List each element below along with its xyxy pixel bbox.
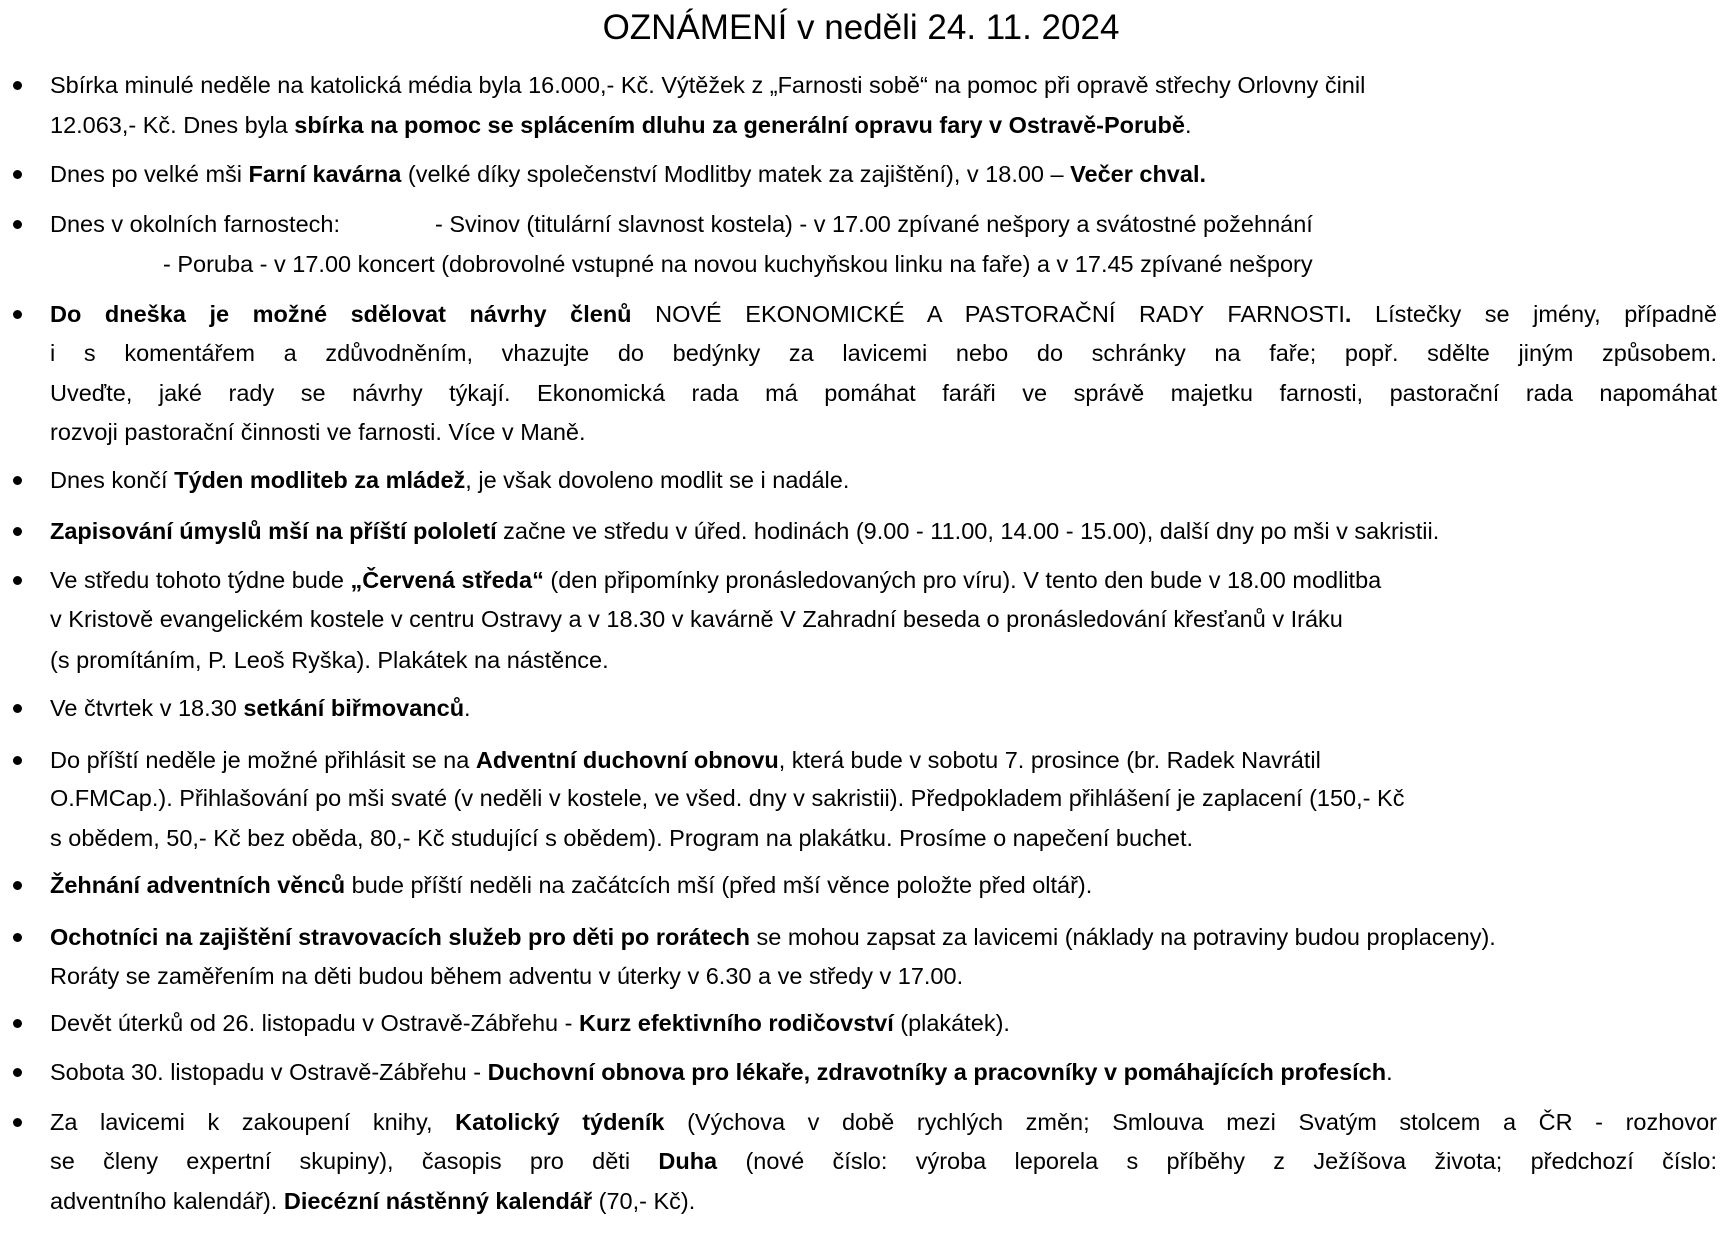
- text: Za lavicemi k zakoupení knihy,: [50, 1109, 456, 1135]
- page-title: OZNÁMENÍ v neděli 24. 11. 2024: [602, 8, 1120, 47]
- bullet-icon: [13, 881, 22, 890]
- text: se mohou zapsat za lavicemi (náklady na potraviny budou proplaceny).: [749, 924, 1496, 950]
- announcement-line: [50, 1057, 1717, 1087]
- text: Devět úterků od 26. listopadu v Ostravě-Zábřehu -: [50, 1010, 580, 1036]
- text: Dnes v okolních farnostech:: [50, 211, 340, 237]
- text: v Kristově evangelickém kostele v centru Ostravy a v 18.30 v kavárně V Zahradní beseda o pronásledování křesťanů v Iráku: [50, 606, 1343, 632]
- bold-text: Zapisování úmyslů mší na příští pololetí: [50, 518, 497, 544]
- announcement-line: [50, 378, 1717, 408]
- announcement-line: [50, 338, 1717, 368]
- text: začne ve středu v úřed. hodinách (9.00 - 11.00, 14.00 - 15.00), další dny po mši v sakristii.: [496, 518, 1440, 544]
- text: Ve čtvrtek v 18.30: [50, 695, 244, 721]
- text: i s komentářem a zdůvodněním, vhazujte do bedýnky za lavicemi nebo do schránky na faře; popř. sdělte jiným způsobem.: [50, 340, 1717, 366]
- bullet-icon: [13, 933, 22, 942]
- announcement-line: [50, 1146, 1717, 1176]
- announcement-line: [50, 783, 1717, 813]
- text: O.FMCap.). Přihlašování po mši svaté (v neděli v kostele, ve všed. dny v sakristii). Předpokladem přihlášení je zaplacení (150,- Kč: [50, 785, 1405, 811]
- announcement-line: [50, 209, 1717, 239]
- announcement-line: [50, 1008, 1717, 1038]
- announcement-line: [163, 249, 1722, 279]
- announcement-line: [50, 823, 1717, 853]
- text: Dnes končí: [50, 467, 175, 493]
- text: (s promítáním, P. Leoš Ryška). Plakátek na nástěnce.: [50, 647, 609, 673]
- announcement-line: [50, 565, 1717, 595]
- bold-text: sbírka na pomoc se splácením dluhu za generální opravu fary v Ostravě-Porubě: [294, 112, 1185, 138]
- announcement-line: [50, 516, 1717, 546]
- announcement-line: [50, 961, 1717, 991]
- text: (nové číslo: výroba leporela s příběhy z Ježíšova života; předchozí číslo:: [717, 1148, 1717, 1174]
- bold-text: „Červená středa“: [350, 567, 544, 593]
- announcement-line: [50, 110, 1717, 140]
- text: (velké díky společenství Modlitby matek za zajištění), v 18.00 –: [401, 161, 1071, 187]
- bold-text: setkání biřmovanců: [243, 695, 465, 721]
- text: - Poruba - v 17.00 koncert (dobrovolné vstupné na novou kuchyňskou linku na faře) a v 17.45 zpívané nešpory: [163, 251, 1313, 277]
- text: Lístečky se jmény, případně: [1351, 301, 1717, 327]
- bold-text: Ochotníci na zajištění stravovacích služeb pro děti po rorátech: [50, 924, 750, 950]
- bold-text: Duha: [658, 1148, 718, 1174]
- text: (70,- Kč).: [592, 1188, 696, 1214]
- text: Sbírka minulé neděle na katolická média byla 16.000,- Kč. Výtěžek z „Farnosti sobě“ na pomoc při opravě střechy Orlovny činil: [50, 72, 1366, 98]
- announcement-line: [50, 745, 1717, 775]
- bullet-icon: [13, 527, 22, 536]
- text: .: [464, 695, 471, 721]
- announcement-line: [50, 417, 1717, 447]
- bullet-icon: [13, 1118, 22, 1127]
- text: .: [1184, 112, 1192, 138]
- announcement-line: [50, 159, 1717, 189]
- text: .: [1386, 1059, 1393, 1085]
- bold-text: Duchovní obnova pro lékaře, zdravotníky a pracovníky v pomáhajících profesích: [487, 1059, 1387, 1085]
- text: , je však dovoleno modlit se i nadále.: [465, 467, 850, 493]
- announcement-line: [50, 645, 1717, 675]
- text: Dnes po velké mši: [50, 161, 249, 187]
- bullet-icon: [13, 476, 22, 485]
- text: bude příští neděli na začátcích mší (před mší věnce položte před oltář).: [345, 872, 1093, 898]
- announcement-line: [50, 299, 1717, 329]
- bullet-icon: [13, 576, 22, 585]
- text: 12.063,- Kč. Dnes byla: [50, 112, 295, 138]
- bullet-icon: [13, 704, 22, 713]
- text: se členy expertní skupiny), časopis pro děti: [50, 1148, 659, 1174]
- text: Do příští neděle je možné přihlásit se na: [50, 747, 476, 773]
- announcement-line: [50, 1107, 1717, 1137]
- text: rozvoji pastorační činnosti ve farnosti. Více v Maně.: [50, 419, 586, 445]
- bold-text: Žehnání adventních věnců: [50, 872, 346, 898]
- bold-text: Farní kavárna: [248, 161, 402, 187]
- text: s obědem, 50,- Kč bez oběda, 80,- Kč studující s obědem). Program na plakátku. Prosíme o napečení buchet.: [50, 825, 1193, 851]
- text: (den připomínky pronásledovaných pro víru). V tento den bude v 18.00 modlitba: [543, 567, 1382, 593]
- bullet-icon: [13, 1019, 22, 1028]
- text: , která bude v sobotu 7. prosince (br. Radek Navrátil: [778, 747, 1321, 773]
- text: - Svinov (titulární slavnost kostela) - v 17.00 zpívané nešpory a svátostné požehnání: [435, 211, 1313, 237]
- announcement-line: [50, 870, 1717, 900]
- announcement-line: [50, 465, 1717, 495]
- bullet-icon: [13, 1068, 22, 1077]
- bullet-icon: [13, 81, 22, 90]
- text: NOVÉ EKONOMICKÉ A PASTORAČNÍ RADY FARNOSTI: [655, 301, 1345, 327]
- bold-text: Kurz efektivního rodičovství: [579, 1010, 894, 1036]
- text: (Výchova v době rychlých změn; Smlouva mezi Svatým stolcem a ČR - rozhovor: [664, 1109, 1717, 1135]
- text: (plakátek).: [893, 1010, 1010, 1036]
- bold-text: Večer chval.: [1070, 161, 1207, 187]
- bullet-icon: [13, 756, 22, 765]
- bullet-icon: [13, 170, 22, 179]
- bullet-icon: [13, 220, 22, 229]
- text: Ve středu tohoto týdne bude: [50, 567, 351, 593]
- text: Sobota 30. listopadu v Ostravě-Zábřehu -: [50, 1059, 488, 1085]
- bold-text: Adventní duchovní obnovu: [475, 747, 779, 773]
- bold-text: Diecézní nástěnný kalendář: [283, 1188, 593, 1214]
- announcement-line: [50, 922, 1717, 952]
- text: Roráty se zaměřením na děti budou během adventu v úterky v 6.30 a ve středy v 17.00.: [50, 963, 964, 989]
- bold-text: Týden modliteb za mládež: [174, 467, 466, 493]
- announcement-line: [50, 70, 1717, 100]
- announcement-line: [50, 1186, 1717, 1216]
- bold-text: Do dneška je možné sdělovat návrhy členů: [50, 301, 656, 327]
- announcement-line: [50, 693, 1717, 723]
- bold-text: Katolický týdeník: [455, 1109, 665, 1135]
- bullet-icon: [13, 310, 22, 319]
- announcement-line: [50, 604, 1717, 634]
- bold-text: .: [1344, 301, 1352, 327]
- text: adventního kalendář).: [50, 1188, 284, 1214]
- text: Uveďte, jaké rady se návrhy týkají. Ekonomická rada má pomáhat faráři ve správě majetku farnosti, pastorační rada napomáhat: [50, 380, 1717, 406]
